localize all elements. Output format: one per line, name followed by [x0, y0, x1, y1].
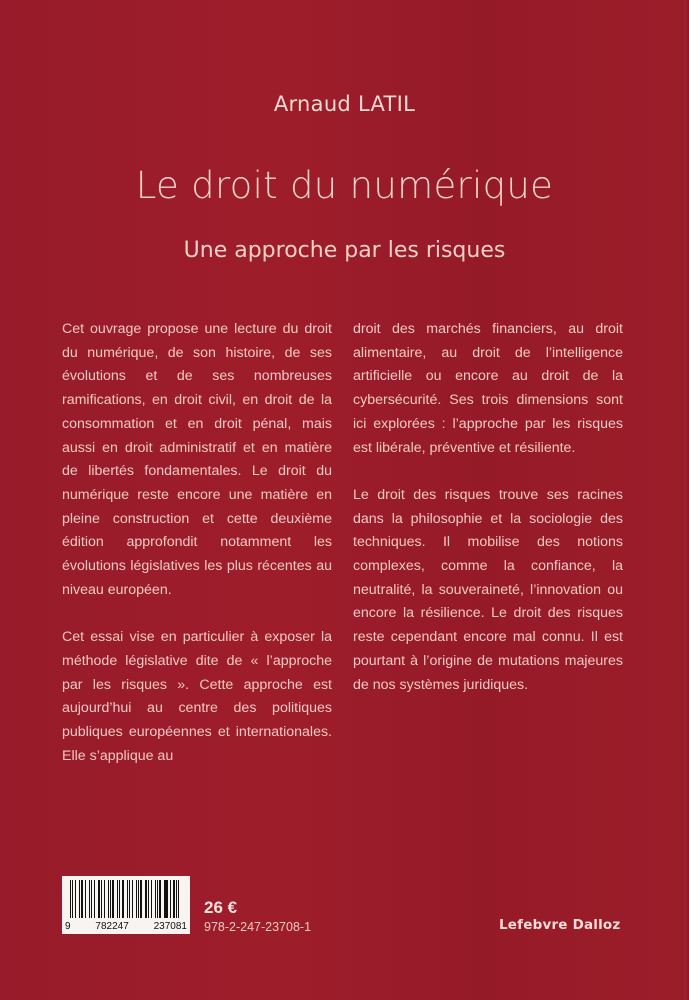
barcode-bar: [138, 880, 139, 918]
barcode-bar: [72, 880, 73, 918]
barcode-bar: [75, 880, 76, 918]
barcode: [62, 876, 190, 934]
blurb-right-column: [353, 318, 623, 721]
barcode-digit-group: 237081: [153, 921, 187, 932]
barcode-bar: [132, 880, 133, 918]
blurb-paragraph: Cet ouvrage propose une lecture du droit du numérique, de son histoire, de ses évolutions et de ses nombreuses ramifications, en droit civil, en droit de la consommation et en droit pénal, mais aussi en droit administratif et en matière de libertés fondamentales. Le droit du numérique reste encore une matière en pleine construction et cette deuxième édition approfondit notamment les évolutions législatives les plus récentes au niveau européen.: [62, 321, 332, 598]
blurb-paragraph: droit des marchés financiers, au droit alimentaire, au droit de l’intelligence artificielle ou encore au droit de la cybersécurité. Ses trois dimensions sont ici explorées : l’approche par les risques est libérale, préventive et résiliente.: [353, 321, 623, 456]
barcode-bar: [165, 880, 167, 918]
barcode-bar: [159, 880, 160, 918]
barcode-bar: [178, 880, 179, 918]
author-name: Arnaud LATIL: [273, 92, 416, 116]
barcode-bar: [122, 880, 124, 918]
barcode-bar: [170, 880, 171, 918]
isbn: 978-2-247-23708-1: [204, 920, 312, 934]
barcode-bar: [112, 880, 113, 918]
barcode-bar: [108, 880, 109, 918]
barcode-digit-group: 782247: [95, 921, 129, 932]
cover-edge: [681, 0, 689, 1000]
barcode-bar: [148, 880, 149, 918]
barcode-bar: [110, 880, 111, 918]
barcode-bar: [136, 880, 137, 918]
barcode-digits: [65, 921, 187, 932]
barcode-bar: [119, 880, 120, 918]
barcode-bar: [151, 880, 152, 918]
barcode-bar: [70, 880, 71, 918]
barcode-bar: [89, 880, 90, 918]
barcode-bar: [104, 880, 105, 918]
barcode-bar: [81, 880, 83, 918]
barcode-bar: [98, 880, 100, 918]
book-subtitle: Une approche par les risques: [183, 238, 506, 263]
barcode-bar: [79, 880, 80, 918]
blurb-left-column: [62, 318, 332, 792]
barcode-bar: [173, 880, 174, 918]
barcode-bar: [164, 880, 165, 918]
barcode-bar: [127, 880, 128, 918]
barcode-bar: [85, 880, 86, 918]
barcode-bar: [91, 880, 92, 918]
blurb-paragraph: Cet essai vise en particulier à exposer la méthode législative dite de « l’approche par les risques ». Cette approche est aujourd’hui au centre des politiques publiques européennes et internationales. Elle s’applique au: [62, 629, 332, 764]
barcode-bar: [94, 880, 95, 918]
barcode-bar: [129, 880, 130, 918]
barcode-bar: [155, 880, 156, 918]
barcode-bar: [117, 880, 118, 918]
barcode-bar: [176, 880, 177, 918]
price: 26 €: [204, 898, 238, 917]
barcode-bar: [145, 880, 147, 918]
publisher-logo: Lefebvre Dalloz: [499, 917, 621, 933]
barcode-digit-group: 9: [65, 921, 71, 932]
book-title: Le droit du numérique: [135, 164, 554, 207]
barcode-bars: [70, 880, 182, 918]
barcode-bar: [140, 880, 141, 918]
blurb-paragraph: Le droit des risques trouve ses racines dans la philosophie et la sociologie des techniques. Il mobilise des notions complexes, comme la confiance, la neutralité, la souveraineté, l’innovation ou encore la résilience. Le droit des risques reste cependant encore mal connu. Il est pourtant à l’origine de mutations majeures de nos systèmes juridiques.: [353, 486, 623, 693]
barcode-bar: [101, 880, 102, 918]
barcode-bar: [157, 880, 158, 918]
